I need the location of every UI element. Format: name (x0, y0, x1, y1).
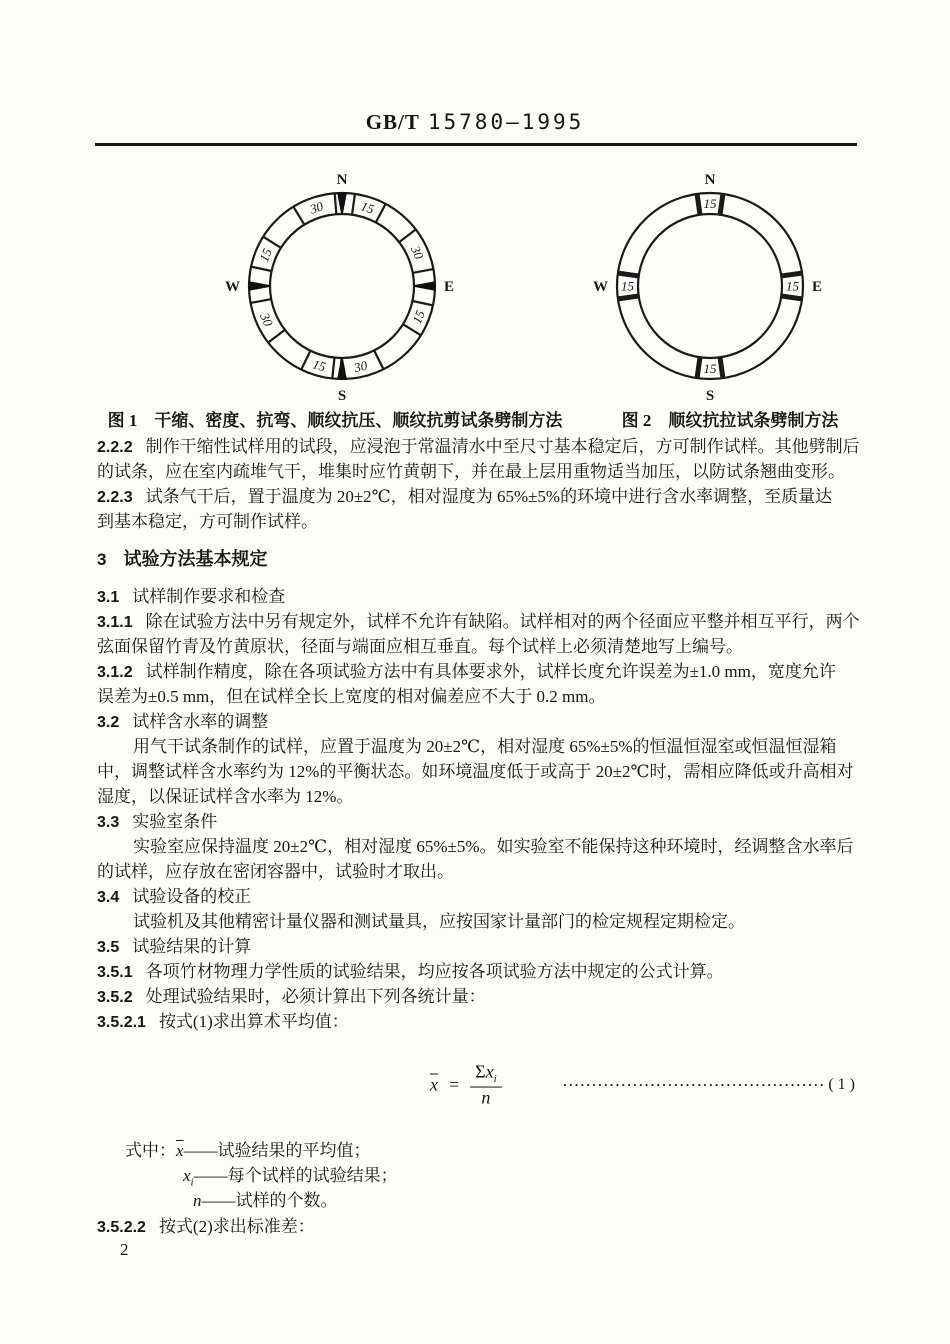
fig2-segment-edge (720, 193, 723, 215)
line-text: 实验室应保持温度 20±2℃，相对湿度 65%±5%。如实验室不能保持这种环境时，经调整含水率后 (133, 837, 854, 856)
fig2-segment-edge (781, 296, 803, 299)
clause-number: 3.5.1 (97, 964, 133, 981)
clause-line-3.5.2.1 (97, 1009, 857, 1034)
definition-text: ——每个试样的试验结果； (193, 1166, 398, 1185)
fig2-segment-edge (781, 273, 803, 276)
clause-number: 3.5.2.2 (97, 1219, 146, 1236)
body-line (97, 834, 857, 859)
fig1-segment-edge (263, 236, 282, 248)
fig1-cardinal-wedge (414, 281, 436, 291)
line-text: 各项竹材物理力学性质的试验结果，均应按各项试验方法中规定的公式计算。 (145, 962, 724, 981)
clause-line-3.3 (97, 809, 857, 834)
line-text: 实验室条件 (132, 812, 218, 831)
fig1-compass-west: W (225, 279, 240, 295)
clause-number: 3.4 (97, 889, 120, 906)
fig1-compass-south: S (337, 388, 347, 404)
fig2-segment-edge (697, 357, 700, 379)
clause-line-3.1.2 (97, 659, 857, 684)
fig1-segment-edge (301, 350, 311, 370)
clause-number: 3.1.2 (97, 664, 133, 681)
clause-number: 3.1 (97, 589, 120, 606)
definition-xbar (97, 1138, 857, 1163)
body-line (97, 759, 857, 784)
line-text: 处理试验结果时，必须计算出下列各统计量： (145, 987, 486, 1006)
body-text (97, 434, 860, 1034)
formula-numerator (470, 1062, 502, 1088)
fig1-outer-circle (249, 193, 435, 379)
clause-number: 3 (97, 550, 107, 569)
line-text: 试样制作要求和检查 (132, 587, 286, 606)
line-text: 用气干试条制作的试样，应置于温度为 20±2℃，相对湿度 65%±5%的恒温恒湿室或恒温恒湿箱 (133, 737, 837, 756)
fig1-segment-label-5: 15 (310, 356, 328, 375)
line-text: 按式(2)求出标准差： (158, 1217, 315, 1236)
line-text: 弦面保留竹青及竹黄原状，径面与端面应相互垂直。每个试样上必须清楚地写上编号。 (97, 637, 743, 656)
fig2-segment-label-1: 15 (786, 278, 799, 294)
figure2-svg (590, 166, 830, 406)
fig2-inner-circle (638, 214, 782, 358)
body-line (97, 784, 857, 809)
fig2-segment-edge (617, 273, 639, 276)
fig1-segment-label-3: 15 (409, 308, 428, 326)
fig2-outer-circle (617, 193, 803, 379)
line-text: 除在试验方法中另有规定外，试样不允许有缺陷。试样相对的两个径面应平整并相互平行，两个 (145, 612, 860, 631)
formula-leader-group (563, 1076, 855, 1094)
clause-line-3.5.1 (97, 959, 857, 984)
fig1-segment-edge (374, 350, 384, 370)
clause-line-2.2.3 (97, 484, 857, 509)
definition-n (97, 1188, 857, 1213)
fig1-segment-edge (268, 330, 285, 343)
fig2-compass-east: E (812, 279, 823, 295)
fig1-segment-label-4: 30 (352, 357, 369, 376)
clause-number: 3.5.2.1 (97, 1014, 146, 1031)
sigma-symbol: Σ (475, 1061, 486, 1082)
clause-number: 2.2.2 (97, 439, 133, 456)
clause-line-2.2.2 (97, 434, 860, 459)
defs-prefix: 式中： (125, 1141, 176, 1160)
fig1-segment-label-7: 15 (256, 246, 275, 264)
dotted-leader: ············································· (562, 1077, 826, 1092)
fig1-cardinal-wedge (337, 358, 347, 380)
fig1-compass-east: E (444, 279, 455, 295)
clause-line-3.1 (97, 584, 857, 609)
formula-equation (430, 1062, 502, 1109)
clause-number: 3.5.2 (97, 989, 133, 1006)
fig1-segment-edge (352, 193, 355, 215)
figure2-caption: 图 2 顺纹抗拉试条劈制方法 (621, 411, 839, 430)
clause-line-3.4 (97, 884, 857, 909)
fig2-segment-edge (697, 193, 700, 215)
fig1-segment-label-1: 15 (358, 198, 376, 217)
line-text: 试样制作精度，除在各项试验方法中有具体要求外，试样长度允许误差为±1.0 mm，宽度允许 (145, 662, 836, 681)
clause-number: 3.1.1 (97, 614, 133, 631)
line-text: 试样含水率的调整 (132, 712, 269, 731)
clause-line (97, 1214, 857, 1239)
var-xbar: $\overline{x}$ (176, 1141, 184, 1160)
var-x: x (183, 1166, 191, 1185)
fig2-segment-edge (617, 296, 639, 299)
figure1-caption: 图 1 干缩、密度、抗弯、顺纹抗压、顺纹抗剪试条劈制方法 (107, 411, 563, 430)
fig1-segment-edge (293, 206, 304, 225)
fig2-compass-west: W (593, 279, 608, 295)
fig1-segment-label-6: 30 (257, 310, 277, 329)
header-rule (95, 143, 857, 146)
fig1-inner-circle (270, 214, 414, 358)
line-text: 制作干缩性试样用的试段，应浸泡于常温清水中至尺寸基本稳定后，方可制作试样。其他劈制后 (145, 437, 860, 456)
equation-number: ( 1 ) (828, 1076, 855, 1093)
fig1-segment-edge (251, 267, 273, 272)
fig2-segment-edge (720, 357, 723, 379)
fig1-segment-edge (399, 229, 416, 242)
definition-text: ——试样的个数。 (201, 1191, 338, 1210)
var-sub-i: i (190, 1176, 194, 1189)
body-line (97, 859, 857, 884)
formula-equals: = (448, 1074, 461, 1095)
line-text: 中，调整试样含水率约为 12%的平衡状态。如环境温度低于或高于 20±2℃时，需相应降低或升高相对 (97, 762, 854, 781)
line-text: 按式(1)求出算术平均值： (158, 1012, 349, 1031)
variable-definitions (97, 1138, 857, 1213)
fig1-cardinal-wedge (248, 281, 270, 291)
line-text: 到基本稳定，方可制作试样。 (97, 512, 318, 531)
line-text: 的试样，应存放在密闭容器中，试验时才取出。 (97, 862, 454, 881)
line-text: 的试条，应在室内疏堆气干，堆集时应竹黄朝下，并在最上层用重物适当加压，以防试条翘曲变形。 (97, 462, 845, 481)
formula-denominator: n (481, 1087, 491, 1108)
line-text: 试验方法基本规定 (123, 549, 268, 569)
clause-number: 3.5 (97, 939, 120, 956)
standard-code-header (0, 110, 950, 135)
figure1-ring-diagram (222, 166, 462, 406)
fig1-cardinal-wedge (337, 192, 347, 214)
formula-x: x (485, 1061, 494, 1082)
line-text: 试验结果的计算 (132, 937, 252, 956)
fig2-compass-north: N (704, 172, 716, 188)
clause-line-3.5.2 (97, 984, 857, 1009)
page-number: 2 (120, 1240, 129, 1259)
line-text: 试验机及其他精密计量仪器和测试量具，应按国家计量部门的检定规程定期检定。 (133, 912, 745, 931)
figure1-svg (222, 166, 462, 406)
fig1-segment-edge (332, 357, 334, 379)
fig2-segment-label-0: 15 (703, 196, 717, 211)
fig1-compass-north: N (336, 172, 348, 188)
line-text: 试验设备的校正 (132, 887, 252, 906)
formula-sub-i: i (493, 1073, 497, 1086)
clause-line-3 (97, 546, 857, 572)
body-line (97, 634, 857, 659)
fig1-segment-edge (335, 193, 337, 215)
figure2-ring-diagram (590, 166, 830, 406)
definition-text: ——试验结果的平均值； (183, 1141, 371, 1160)
var-n: n (193, 1191, 202, 1210)
formula-fraction (470, 1062, 502, 1109)
clause-line-3.2 (97, 709, 857, 734)
definition-xi (97, 1163, 857, 1188)
standard-code-number: 15780—1995 (427, 110, 585, 134)
body-line (97, 734, 857, 759)
formula-xbar: $\overline{x}$ (430, 1074, 438, 1095)
fig1-segment-edge (376, 203, 386, 222)
fig2-segment-label-2: 15 (703, 361, 717, 376)
fig1-segment-edge (403, 324, 422, 336)
line-text: 湿度，以保证试样含水率为 12%。 (97, 787, 354, 806)
line-text: 试条气干后，置于温度为 20±2℃，相对湿度为 65%±5%的环境中进行含水率调整，至质量达 (145, 487, 833, 506)
clause-line-3.1.1 (97, 609, 860, 634)
clause-line-3.5 (97, 934, 857, 959)
fig2-compass-south: S (705, 388, 715, 404)
standard-code-prefix: GB/T (365, 110, 420, 134)
fig1-segment-edge (412, 301, 434, 306)
body-line (97, 509, 857, 534)
body-line (97, 909, 857, 934)
clause-number: 3.2 (97, 714, 120, 731)
fig1-segment-edge (412, 269, 434, 273)
body-line (97, 684, 857, 709)
body-line (97, 459, 857, 484)
fig1-segment-label-0: 30 (308, 198, 326, 217)
clause-3-5-2-2 (97, 1214, 857, 1239)
clause-number: 3.3 (97, 814, 120, 831)
clause-number: 2.2.3 (97, 489, 133, 506)
fig2-segment-label-3: 15 (621, 278, 634, 294)
line-text: 误差为±0.5 mm，但在试样全长上宽度的相对偏差应不大于 0.2 mm。 (97, 687, 606, 706)
fig1-segment-edge (250, 299, 272, 303)
formula-1 (97, 1034, 857, 1136)
fig1-segment-label-2: 30 (407, 243, 427, 262)
